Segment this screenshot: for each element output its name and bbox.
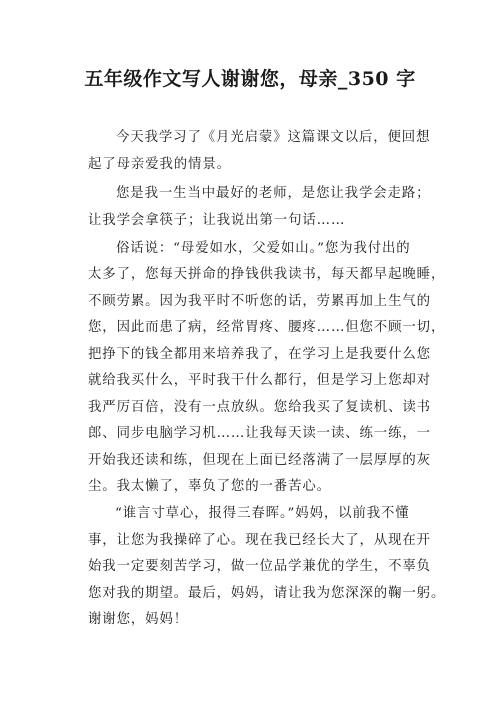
paragraph-line: 尘。我太懒了，辜负了您的一番苦心。 [88,479,331,494]
paragraph-line: 您是我一生当中最好的老师，是您让我学会走路； [116,186,431,201]
paragraph-line: 太多了，您每天拼命的挣钱供我读书，每天都早起晚睡， [88,267,446,282]
document-title: 五年级作文写人谢谢您，母亲_350 字 [84,68,416,90]
paragraph-line: 俗话说：“母爱如水，父爱如山。”您为我付出的 [116,241,411,256]
paragraph-line: 您，因此而患了病，经常胃疼、腰疼……但您不顾一切， [88,320,446,335]
paragraph-line: 把挣下的钱全都用来培养我了，在学习上是我要什么您 [88,347,431,362]
paragraph-line: 开始我还读和练，但现在上面已经落满了一层厚厚的灰 [88,453,431,468]
paragraph-line: 始我一定要刻苦学习，做一位品学兼优的学生，不辜负 [88,559,431,574]
paragraph-line: “谁言寸草心，报得三春晖。”妈妈，以前我不懂 [115,506,410,521]
paragraph-line: 事，让您为我操碎了心。现在我已经长大了，从现在开 [88,533,431,548]
paragraph-line: 您对我的期望。最后，妈妈，请让我为您深深的鞠一躬。 [88,586,446,601]
paragraph-line: 今天我学习了《月光启蒙》这篇课文以后，便回想 [116,130,431,145]
paragraph-line: 起了母亲爱我的情景。 [88,157,231,172]
paragraph-line: 让我学会拿筷子；让我说出第一句话…… [88,213,346,228]
paragraph-line: 不顾劳累。因为我平时不听您的话，劳累再加上生气的 [88,294,431,309]
paragraph-line: 谢谢您，妈妈！ [88,612,189,627]
paragraph-line: 就给我买什么，平时我干什么都行，但是学习上您却对 [88,373,431,388]
paragraph-line: 我严厉百倍，没有一点放纵。您给我买了复读机、读书 [88,400,431,415]
paragraph-line: 郎、同步电脑学习机……让我每天读一读、练一练，一 [88,426,431,441]
